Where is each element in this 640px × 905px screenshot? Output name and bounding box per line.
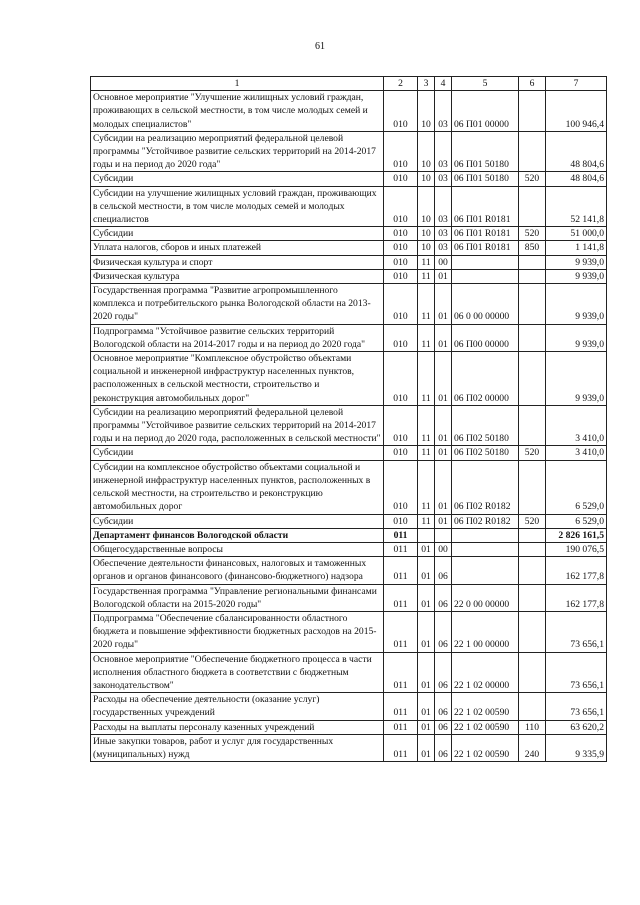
expense-type-cell [519,186,546,227]
ministry-code-cell: 010 [384,405,418,446]
table-row [91,91,607,132]
subsection-code-cell: 03 [435,227,452,241]
target-article-cell: 06 П01 R0181 [452,227,519,241]
row-name-cell: Основное мероприятие "Комплексное обустройство объектами социальной и инженерной инфраструктур населенных пунктов, расположенных в сельской местности, строительство и реконструкция автомобильных дорог" [91,352,384,406]
row-name-cell: Физическая культура и спорт [91,255,384,269]
ministry-code-cell: 011 [384,693,418,720]
ministry-code-cell: 010 [384,91,418,132]
row-name-cell: Государственная программа "Развитие агропромышленного комплекса и потребительского рынка Вологодской области на 2013-2020 годы" [91,284,384,325]
table-row [91,131,607,172]
amount-cell: 9 939,0 [546,284,607,325]
target-article-cell: 06 П02 50180 [452,446,519,460]
target-article-cell: 06 П01 R0181 [452,241,519,255]
amount-cell: 73 656,1 [546,652,607,693]
row-name-cell: Уплата налогов, сборов и иных платежей [91,241,384,255]
row-name-cell: Субсидии [91,446,384,460]
table-row [91,405,607,446]
row-name-cell: Субсидии [91,172,384,186]
amount-cell: 63 620,2 [546,720,607,734]
section-code-cell: 01 [418,542,435,556]
row-name-cell: Субсидии на реализацию мероприятий федеральной целевой программы "Устойчивое развитие сельских территорий на 2014-2017 годы и на период до 2020 года, расположенных в сельской местности" [91,405,384,446]
row-name-cell: Субсидии [91,227,384,241]
section-code-cell: 01 [418,720,435,734]
table-row [91,460,607,514]
expense-type-cell [519,693,546,720]
ministry-code-cell: 011 [384,584,418,611]
subsection-code-cell: 06 [435,693,452,720]
ministry-code-cell: 010 [384,241,418,255]
ministry-code-cell: 010 [384,255,418,269]
amount-cell: 2 826 161,5 [546,528,607,542]
subsection-code-cell: 01 [435,446,452,460]
expense-type-cell [519,460,546,514]
expense-type-cell [519,542,546,556]
column-header: 5 [452,77,519,91]
section-code-cell: 01 [418,652,435,693]
table-row [91,720,607,734]
amount-cell: 9 335,9 [546,734,607,761]
subsection-code-cell: 01 [435,514,452,528]
section-code-cell: 10 [418,172,435,186]
ministry-code-cell: 010 [384,324,418,351]
row-name-cell: Основное мероприятие "Улучшение жилищных условий граждан, проживающих в сельской местности, в том числе молодых семей и молодых специалистов" [91,91,384,132]
table-row [91,446,607,460]
ministry-code-cell: 010 [384,284,418,325]
subsection-code-cell: 01 [435,352,452,406]
table-row [91,514,607,528]
table-row [91,284,607,325]
row-name-cell: Иные закупки товаров, работ и услуг для государственных (муниципальных) нужд [91,734,384,761]
section-code-cell: 11 [418,324,435,351]
row-name-cell: Обеспечение деятельности финансовых, налоговых и таможенных органов и органов финансового (финансово-бюджетного) надзора [91,557,384,584]
row-name-cell: Субсидии на реализацию мероприятий федеральной целевой программы "Устойчивое развитие сельских территорий на 2014-2017 годы и на период до 2020 года" [91,131,384,172]
amount-cell: 73 656,1 [546,611,607,652]
subsection-code-cell: 03 [435,172,452,186]
target-article-cell: 06 П01 R0181 [452,186,519,227]
row-name-cell: Подпрограмма "Устойчивое развитие сельских территорий Вологодской области на 2014-2017 годы и на период до 2020 года" [91,324,384,351]
target-article-cell: 22 1 02 00590 [452,720,519,734]
expense-type-cell: 110 [519,720,546,734]
expense-type-cell: 520 [519,514,546,528]
ministry-code-cell: 010 [384,186,418,227]
amount-cell: 6 529,0 [546,514,607,528]
expense-type-cell [519,269,546,283]
subsection-code-cell [435,528,452,542]
target-article-cell: 06 П02 00000 [452,352,519,406]
section-code-cell: 11 [418,269,435,283]
amount-cell: 162 177,8 [546,584,607,611]
section-code-cell: 11 [418,446,435,460]
table-row [91,542,607,556]
subsection-code-cell: 03 [435,91,452,132]
subsection-code-cell: 06 [435,720,452,734]
section-code-cell: 01 [418,611,435,652]
section-code-cell: 11 [418,405,435,446]
row-name-cell: Департамент финансов Вологодской области [91,528,384,542]
section-code-cell: 10 [418,186,435,227]
target-article-cell: 06 П01 00000 [452,91,519,132]
section-code-cell: 10 [418,241,435,255]
table-row [91,584,607,611]
row-name-cell: Расходы на обеспечение деятельности (оказание услуг) государственных учреждений [91,693,384,720]
target-article-cell: 22 1 00 00000 [452,611,519,652]
expense-type-cell: 520 [519,172,546,186]
amount-cell: 3 410,0 [546,405,607,446]
table-row [91,557,607,584]
amount-cell: 3 410,0 [546,446,607,460]
subsection-code-cell: 03 [435,131,452,172]
target-article-cell [452,542,519,556]
subsection-code-cell: 06 [435,734,452,761]
column-header: 2 [384,77,418,91]
section-code-cell: 11 [418,514,435,528]
ministry-code-cell: 010 [384,269,418,283]
ministry-code-cell: 010 [384,131,418,172]
subsection-code-cell: 01 [435,269,452,283]
row-name-cell: Расходы на выплаты персоналу казенных учреждений [91,720,384,734]
expense-type-cell [519,528,546,542]
target-article-cell: 06 П01 50180 [452,172,519,186]
subsection-code-cell: 01 [435,284,452,325]
table-row [91,269,607,283]
row-name-cell: Государственная программа "Управление региональными финансами Вологодской области на 2015-2020 годы" [91,584,384,611]
expense-type-cell [519,91,546,132]
section-code-cell: 01 [418,734,435,761]
target-article-cell: 06 П02 50180 [452,405,519,446]
expense-type-cell [519,405,546,446]
amount-cell: 48 804,6 [546,172,607,186]
section-code-cell: 01 [418,557,435,584]
ministry-code-cell: 011 [384,557,418,584]
row-name-cell: Подпрограмма "Обеспечение сбалансированности областного бюджета и повышение эффективности бюджетных расходов на 2015-2020 годы" [91,611,384,652]
subsection-code-cell: 03 [435,241,452,255]
section-code-cell: 01 [418,693,435,720]
table-row [91,652,607,693]
section-code-cell: 11 [418,255,435,269]
ministry-code-cell: 011 [384,528,418,542]
table-row [91,528,607,542]
column-header: 4 [435,77,452,91]
expense-type-cell [519,584,546,611]
target-article-cell [452,557,519,584]
ministry-code-cell: 010 [384,172,418,186]
table-header-row [91,77,607,91]
expense-type-cell: 520 [519,446,546,460]
table-row [91,172,607,186]
target-article-cell: 22 0 00 00000 [452,584,519,611]
table-row [91,241,607,255]
row-name-cell: Основное мероприятие "Обеспечение бюджетного процесса в части исполнения областного бюджета в соответствии с бюджетным законодательством" [91,652,384,693]
table-row [91,255,607,269]
target-article-cell [452,269,519,283]
target-article-cell [452,255,519,269]
column-header: 7 [546,77,607,91]
ministry-code-cell: 010 [384,514,418,528]
target-article-cell: 06 П02 R0182 [452,460,519,514]
table-row [91,324,607,351]
expense-type-cell [519,324,546,351]
amount-cell: 9 939,0 [546,255,607,269]
amount-cell: 100 946,4 [546,91,607,132]
expense-type-cell: 240 [519,734,546,761]
table-row [91,693,607,720]
ministry-code-cell: 010 [384,227,418,241]
amount-cell: 48 804,6 [546,131,607,172]
section-code-cell: 10 [418,131,435,172]
expense-type-cell [519,611,546,652]
subsection-code-cell: 06 [435,584,452,611]
target-article-cell: 06 П01 50180 [452,131,519,172]
subsection-code-cell: 06 [435,557,452,584]
table-row [91,611,607,652]
ministry-code-cell: 010 [384,460,418,514]
row-name-cell: Физическая культура [91,269,384,283]
table-row [91,734,607,761]
expense-type-cell [519,284,546,325]
page-number: 61 [315,41,325,52]
subsection-code-cell: 06 [435,611,452,652]
target-article-cell: 06 0 00 00000 [452,284,519,325]
section-code-cell: 11 [418,352,435,406]
amount-cell: 190 076,5 [546,542,607,556]
subsection-code-cell: 00 [435,255,452,269]
ministry-code-cell: 010 [384,352,418,406]
section-code-cell: 10 [418,91,435,132]
section-code-cell: 01 [418,584,435,611]
subsection-code-cell: 01 [435,460,452,514]
amount-cell: 162 177,8 [546,557,607,584]
ministry-code-cell: 010 [384,446,418,460]
ministry-code-cell: 011 [384,720,418,734]
amount-cell: 9 939,0 [546,269,607,283]
ministry-code-cell: 011 [384,611,418,652]
ministry-code-cell: 011 [384,734,418,761]
amount-cell: 51 000,0 [546,227,607,241]
target-article-cell: 22 1 02 00590 [452,734,519,761]
expense-type-cell: 850 [519,241,546,255]
section-code-cell [418,528,435,542]
budget-table [90,76,607,762]
expense-type-cell [519,131,546,172]
column-header: 6 [519,77,546,91]
expense-type-cell: 520 [519,227,546,241]
amount-cell: 6 529,0 [546,460,607,514]
table-row [91,227,607,241]
amount-cell: 1 141,8 [546,241,607,255]
expense-type-cell [519,652,546,693]
amount-cell: 9 939,0 [546,352,607,406]
section-code-cell: 11 [418,460,435,514]
row-name-cell: Субсидии на улучшение жилищных условий граждан, проживающих в сельской местности, в том числе молодых семей и молодых специалистов [91,186,384,227]
target-article-cell: 06 П02 R0182 [452,514,519,528]
ministry-code-cell: 011 [384,542,418,556]
row-name-cell: Субсидии на комплексное обустройство объектами социальной и инженерной инфраструктур населенных пунктов, расположенных в сельской местности, на строительство и реконструкцию автомобильных дорог [91,460,384,514]
table-row [91,352,607,406]
amount-cell: 73 656,1 [546,693,607,720]
subsection-code-cell: 00 [435,542,452,556]
expense-type-cell [519,352,546,406]
expense-type-cell [519,255,546,269]
subsection-code-cell: 06 [435,652,452,693]
subsection-code-cell: 03 [435,186,452,227]
target-article-cell: 22 1 02 00000 [452,652,519,693]
row-name-cell: Субсидии [91,514,384,528]
amount-cell: 52 141,8 [546,186,607,227]
row-name-cell: Общегосударственные вопросы [91,542,384,556]
subsection-code-cell: 01 [435,405,452,446]
amount-cell: 9 939,0 [546,324,607,351]
target-article-cell: 22 1 02 00590 [452,693,519,720]
expense-type-cell [519,557,546,584]
column-header: 1 [91,77,384,91]
subsection-code-cell: 01 [435,324,452,351]
ministry-code-cell: 011 [384,652,418,693]
section-code-cell: 10 [418,227,435,241]
target-article-cell [452,528,519,542]
section-code-cell: 11 [418,284,435,325]
target-article-cell: 06 П00 00000 [452,324,519,351]
column-header: 3 [418,77,435,91]
table-row [91,186,607,227]
